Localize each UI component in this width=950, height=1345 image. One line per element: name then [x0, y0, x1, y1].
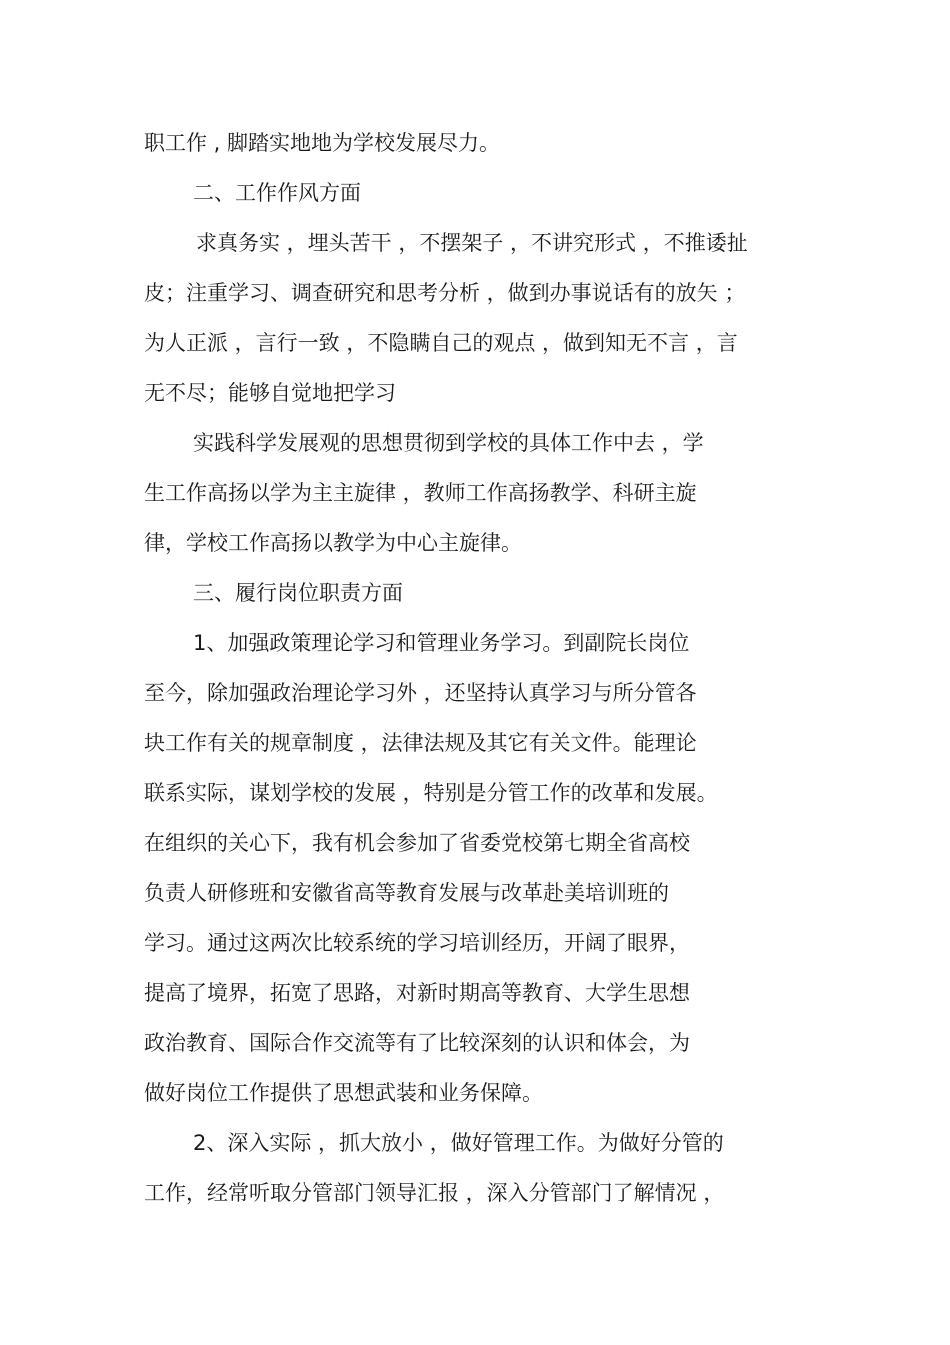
text-line: 求真务实 ，埋头苦干 ，不摆架子 ，不讲究形式 ，不推诿扯 [196, 231, 748, 255]
text-line: 做好岗位工作提供了思想武装和业务保障。 [144, 1081, 543, 1105]
text-line: 皮；注重学习、调查研究和思考分析 ，做到办事说话有的放矢 ； [144, 281, 746, 305]
section-heading: 三、履行岗位职责方面 [193, 581, 403, 605]
text-line: 职工作 , 脚踏实地地为学校发展尽力。 [144, 131, 501, 155]
text-line: 无不尽；能够自觉地把学习 [144, 381, 396, 405]
text-line: 2、深入实际 ，抓大放小 ，做好管理工作。为做好分管的 [193, 1131, 724, 1155]
section-heading: 二、工作作风方面 [193, 181, 361, 205]
text-line: 提高了境界，拓宽了思路，对新时期高等教育、大学生思想 [144, 981, 690, 1005]
text-line: 为人正派 ，言行一致 ，不隐瞒自己的观点 ，做到知无不言 ，言 [144, 331, 738, 355]
text-line: 在组织的关心下，我有机会参加了省委党校第七期全省高校 [144, 831, 690, 855]
text-line: 1、加强政策理论学习和管理业务学习。到副院长岗位 [193, 631, 690, 655]
text-line: 律，学校工作高扬以教学为中心主旋律。 [144, 531, 522, 555]
text-line: 块工作有关的规章制度 ，法律法规及其它有关文件。能理论 [144, 731, 697, 755]
text-line: 工作，经常听取分管部门领导汇报 ，深入分管部门了解情况 ， [144, 1181, 725, 1205]
text-line: 联系实际，谋划学校的发展 ，特别是分管工作的改革和发展。 [144, 781, 718, 805]
text-line: 学习。通过这两次比较系统的学习培训经历，开阔了眼界， [144, 931, 690, 955]
text-line: 政治教育、国际合作交流等有了比较深刻的认识和体会，为 [144, 1031, 690, 1055]
text-line: 实践科学发展观的思想贯彻到学校的具体工作中去 ，学 [193, 431, 704, 455]
text-line: 至今，除加强政治理论学习外 ，还坚持认真学习与所分管各 [144, 681, 697, 705]
text-line: 生工作高扬以学为主主旋律 ，教师工作高扬教学、科研主旋 [144, 481, 697, 505]
text-line: 负责人研修班和安徽省高等教育发展与改革赴美培训班的 [144, 881, 669, 905]
